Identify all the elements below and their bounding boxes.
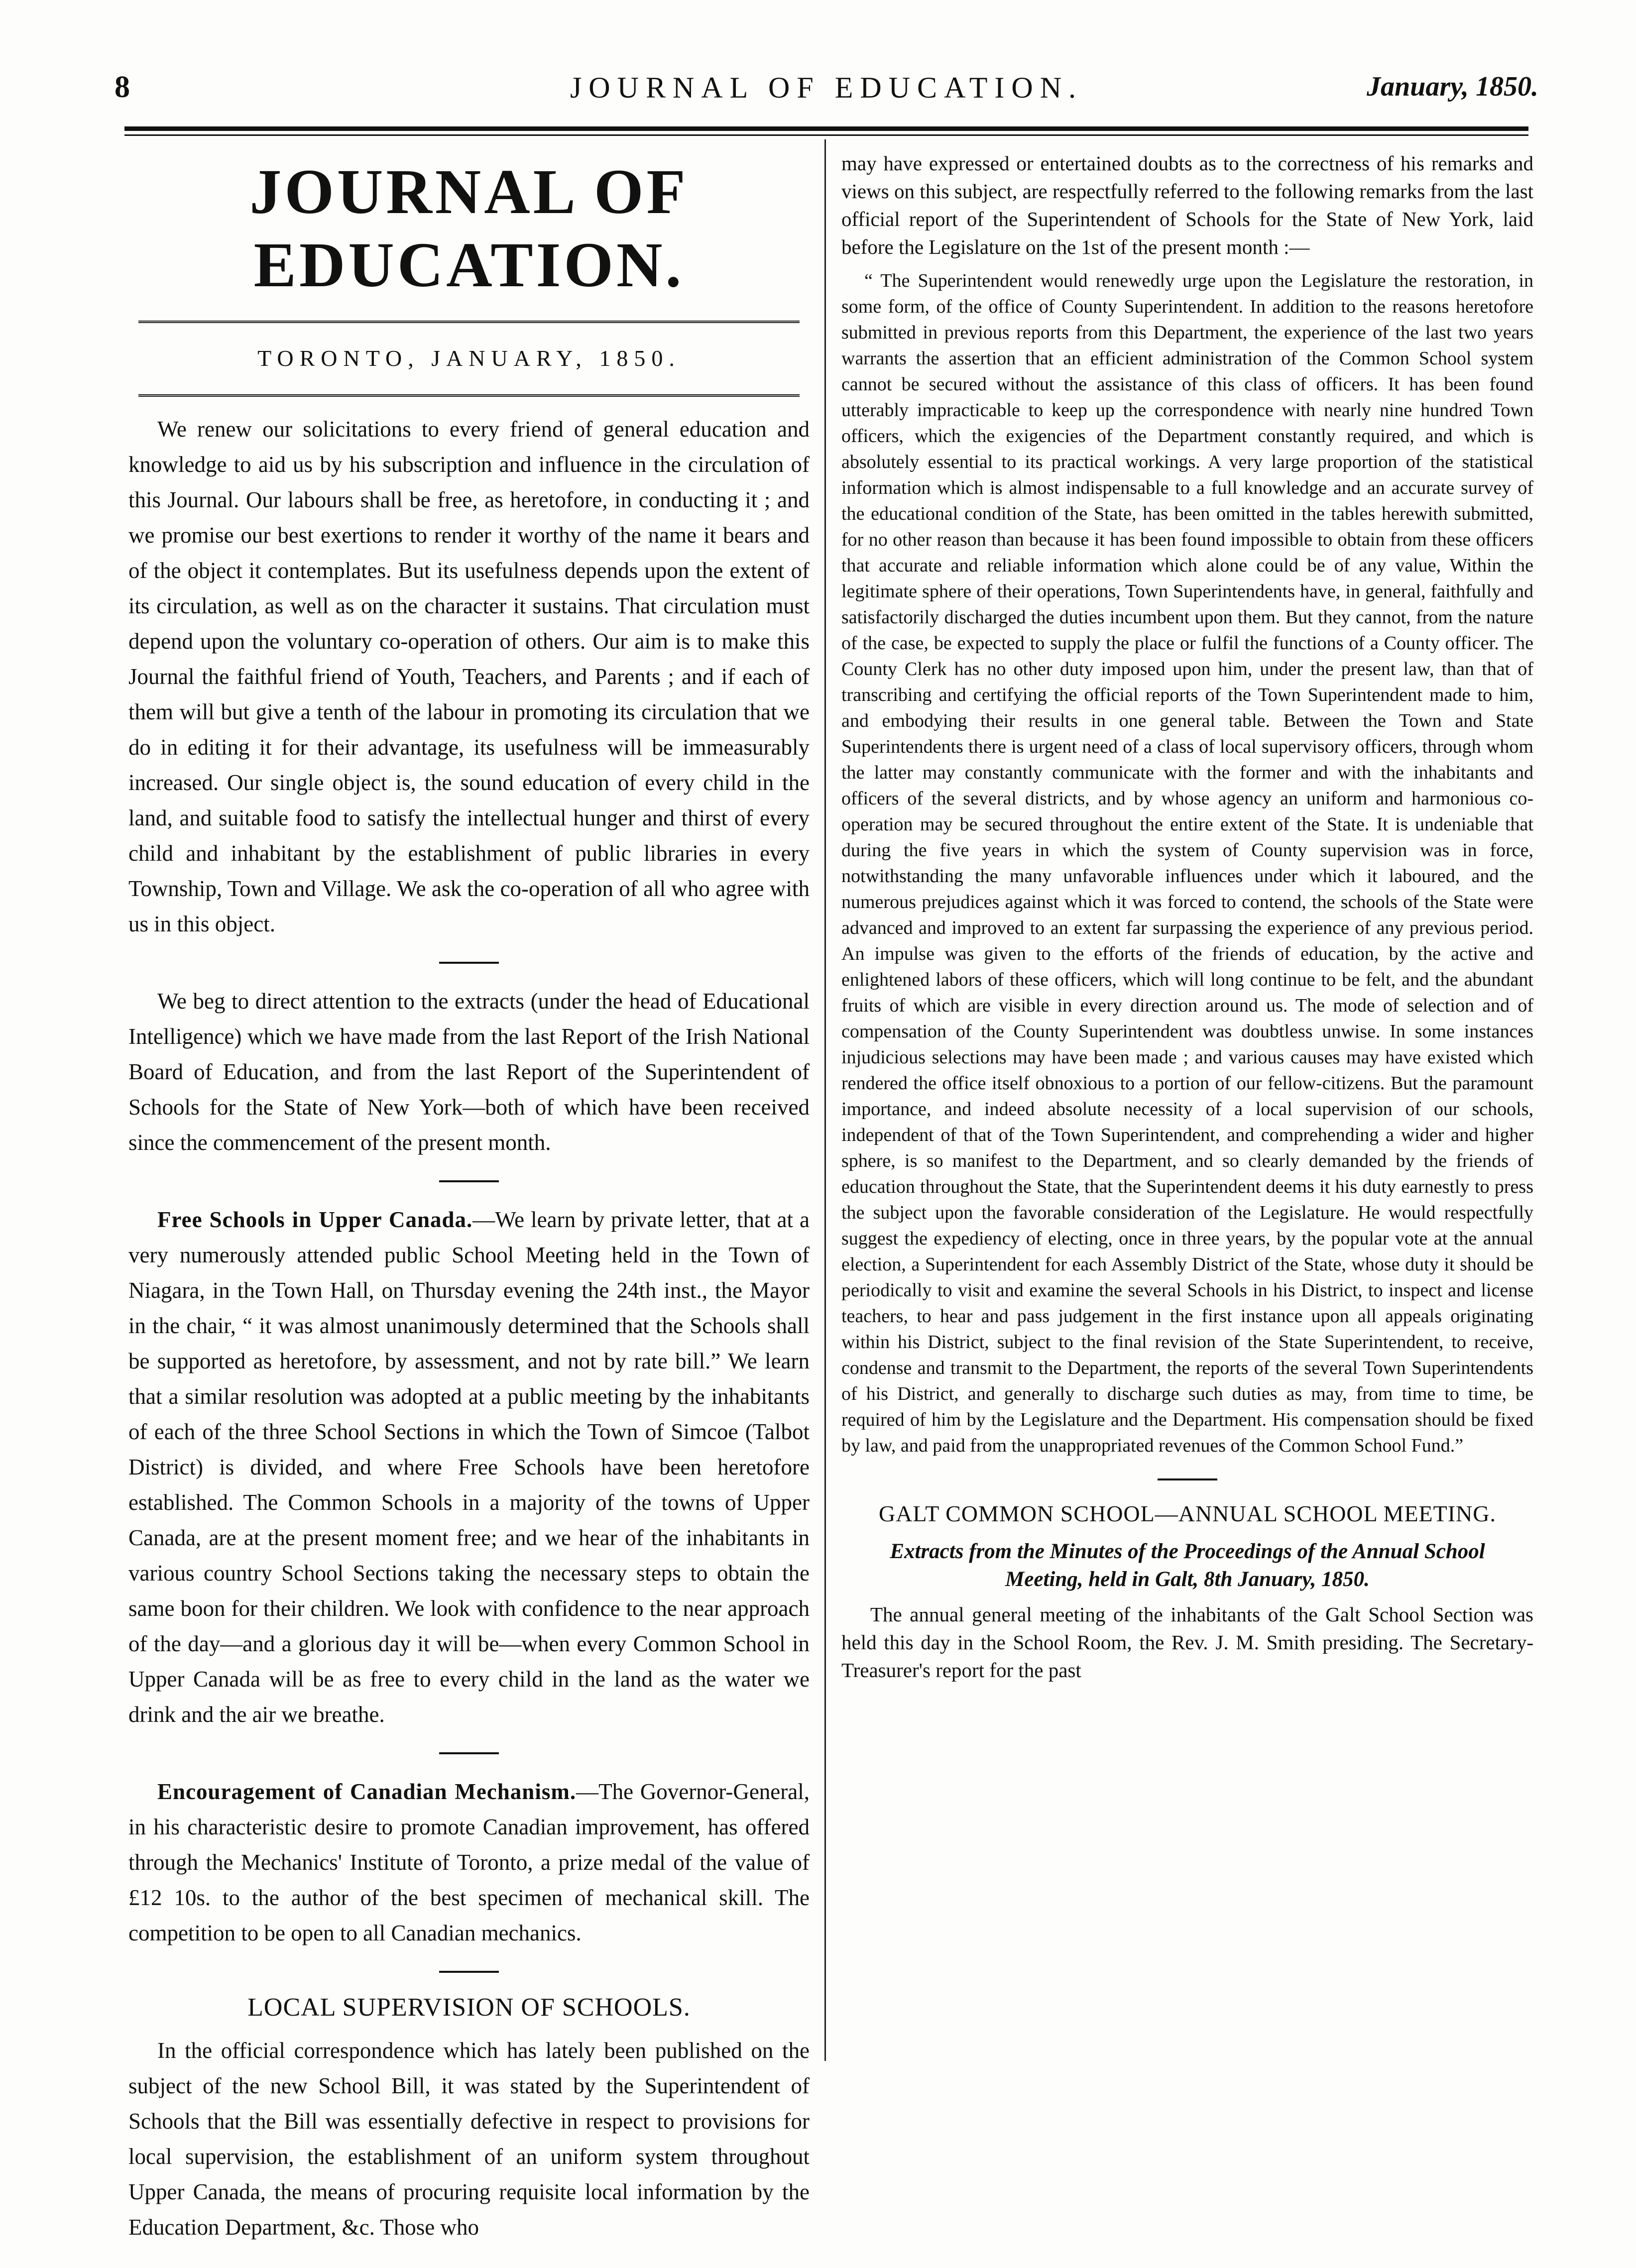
separator	[439, 1971, 499, 1973]
free-schools-paragraph	[128, 1202, 810, 1732]
running-title: JOURNAL OF EDUCATION.	[570, 71, 1083, 104]
separator	[439, 962, 499, 964]
galt-title: GALT COMMON SCHOOL—ANNUAL SCHOOL MEETING.	[878, 1501, 1496, 1526]
mechanism-paragraph	[128, 1774, 810, 1951]
column-divider	[824, 139, 826, 2061]
right-column	[841, 149, 1533, 1684]
page-header	[115, 65, 1538, 114]
galt-subtitle: Extracts from the Minutes of the Proceedings of the Annual School Meeting, held in Galt, 8th January, 1850.	[890, 1540, 1485, 1591]
continuation-paragraph: may have expressed or entertained doubts as to the correctness of his remarks and views on this subject, are respectfully referred to the following remarks from the last official report of the Superintendent of Schools for the State of New York, laid before the Legislature on the 1st of the present month :—	[841, 152, 1533, 258]
mechanism-text: —The Governor-General, in his characteristic desire to promote Canadian improvement, has offered through the Mechanics' Institute of Toronto, a prize medal of the value of £12 10s. to the author of the best specimen of mechanical skill. The competition to be open to all Canadian mechanics.	[128, 1779, 810, 1945]
local-supervision-title: LOCAL SUPERVISION OF SCHOOLS.	[247, 1993, 691, 2022]
galt-paragraph: The annual general meeting of the inhabitants of the Galt School Section was held this day in the School Room, the Rev. J. M. Smith presiding. The Secretary-Treasurer's report for the past	[841, 1603, 1533, 1682]
free-schools-text: —We learn by private letter, that at a very numerously attended public School Meeting held in the Town of Niagara, in the Town Hall, on Thursday evening the 24th inst., the Mayor in the chair, “ it was almost unanimously determined that the Schools shall be supported as heretofore, by assessment, and not by rate bill.” We learn that a similar resolution was adopted at a public meeting by the inhabitants of each of the three School Sections in which the Town of Simcoe (Talbot District) is divided, and where Free Schools have been heretofore established. The Common Schools in a majority of the towns of Upper Canada, are at the present moment free; and we hear of the inhabitants in various country School Sections taking the necessary steps to obtain the same boon for their children. We look with confidence to the near approach of the day—and a glorious day it will be—when every Common School in Upper Canada will be as free to every child in the land as the water we drink and the air we breathe.	[128, 1207, 810, 1727]
intro-paragraph: We renew our solicitations to every friend of general education and knowledge to aid us by his subscription and influence in the circulation of this Journal. Our labours shall be free, as heretofore, in conducting it ; and we promise our best exertions to render it worthy of the name it bears and of the object it contemplates. But its usefulness depends upon the extent of its circulation, as well as on the character it sustains. That circulation must depend upon the voluntary co-operation of others. Our aim is to make this Journal the faithful friend of Youth, Teachers, and Parents ; and if each of them will but give a tenth of the labour in promoting its circulation that we do in editing it for their advantage, its usefulness will be immeasurably increased. Our single object is, the sound education of every child in the land, and suitable food to satisfy the intellectual hunger and thirst of every child and inhabitant by the establishment of public libraries in every Township, Town and Village. We ask the co-operation of all who agree with us in this object.	[128, 417, 810, 936]
separator	[1158, 1478, 1217, 1480]
header-rule-thin	[124, 134, 1528, 136]
local-supervision-paragraph: In the official correspondence which has lately been published on the subject of the new School Bill, it was stated by the Superintendent of Schools that the Bill was essentially defective in respect to provisions for local supervision, the establishment of an uniform system throughout Upper Canada, the means of procuring requisite local information by the Education Department, &c. Those who	[128, 2038, 810, 2240]
extracts-paragraph: We beg to direct attention to the extracts (under the head of Educational Intelligence) which we have made from the last Report of the Irish National Board of Education, and from the last Report of the Superintendent of Schools for the State of New York—both of which have been received since the commencement of the present month.	[128, 989, 810, 1155]
dateline: TORONTO, JANUARY, 1850.	[257, 345, 681, 371]
free-schools-heading: Free Schools in Upper Canada.	[157, 1207, 473, 1232]
separator	[439, 1752, 499, 1754]
page-number: 8	[115, 70, 130, 104]
masthead-rule	[138, 321, 800, 323]
issue-date: January, 1850.	[1367, 71, 1538, 102]
mechanism-heading: Encouragement of Canadian Mechanism.	[157, 1779, 577, 1804]
left-column	[128, 149, 810, 2245]
separator	[439, 1180, 499, 1182]
header-rule	[124, 126, 1528, 131]
dateline-rule	[138, 394, 800, 397]
report-quote: “ The Superintendent would renewedly urge upon the Legislature the restoration, in some form, of the office of County Superintendent. In addition to the reasons heretofore submitted in previous reports from this Department, the experience of the last two years warrants the assertion that an efficient administration of the Common School system cannot be secured without the assistance of this class of officers. It has been found utterably impracticable to keep up the correspondence with nearly nine hundred Town officers, which the exigencies of the Department constantly required, and which is absolutely essential to its practical workings. A very large proportion of the statistical information which is almost indispensable to a full knowledge and an accurate survey of the educational condition of the State, has been omitted in the tables herewith submitted, for no other reason than because it has been found impossible to obtain from these officers that accurate and reliable information which alone could be of any value, Within the legitimate sphere of their operations, Town Superintendents have, in general, faithfully and satisfactorily discharged the duties incumbent upon them. But they cannot, from the nature of the case, be expected to supply the place or fulfil the functions of a County officer. The County Clerk has no other duty imposed upon him, under the present law, than that of transcribing and certifying the official reports of the Town Superintendent made to him, and embodying their results in one general table. Between the Town and State Superintendents there is urgent need of a class of local supervisory officers, through whom the latter may constantly communicate with the former and with the inhabitants and officers of the several districts, and by whose agency an uniform and harmonious co-operation may be secured throughout the entire extent of the State. It is undeniable that during the five years in which the system of County supervision was in force, notwithstanding the many unfavorable influences under which it laboured, and the numerous prejudices against which it was forced to contend, the schools of the State were advanced and improved to an extent far surpassing the experience of any previous period. An impulse was given to the efforts of the friends of education, by the active and enlightened labors of these officers, which will long continue to be felt, and the abundant fruits of which are visible in every direction around us. The mode of selection and of compensation of the County Superintendent was doubtless unwise. In some instances injudicious selections may have been made ; and various causes may have existed which rendered the office itself obnoxious to a portion of our fellow-citizens. But the paramount importance, and indeed absolute necessity of a local supervision of our schools, independent of that of the Town Superintendent, and comprehending a wider and higher sphere, is so manifest to the Department, and so clearly demanded by the friends of education throughout the State, that the Superintendent deems it his duty earnestly to press the subject upon the favorable consideration of the Legislature. He would respectfully suggest the expediency of electing, once in three years, by the popular vote at the annual election, a Superintendent for each Assembly District of the State, whose duty it should be periodically to visit and examine the several Schools in his District, to inspect and license teachers, to hear and pass judgement in the first instance upon all appeals originating within his District, subject to the final revision of the State Superintendent, to receive, condense and transmit to the Department, the reports of the several Town Superintendents of his District, and generally to discharge such duties as may, from time to time, be required of him by the Legislature and the Department. His compensation should be fixed by law, and paid from the unappropriated revenues of the Common School Fund.”	[841, 270, 1533, 1456]
masthead-title: JOURNAL OF EDUCATION.	[249, 156, 689, 300]
